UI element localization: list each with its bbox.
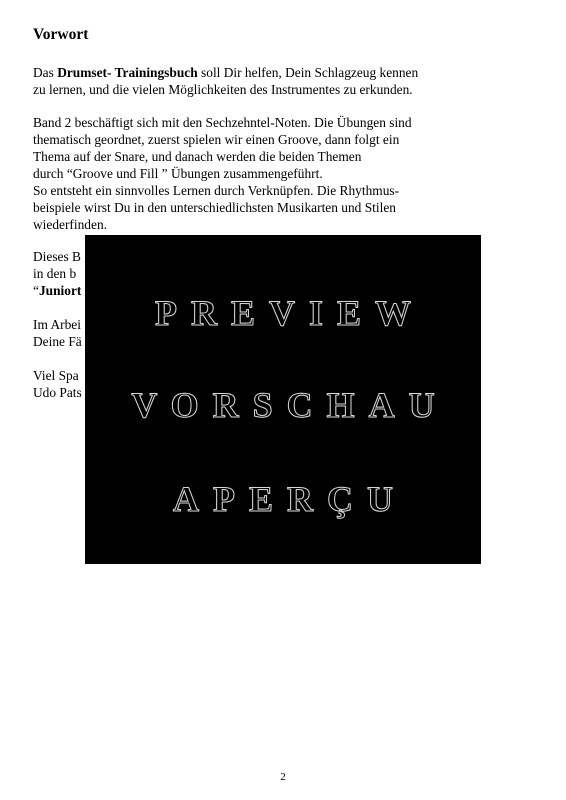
partial-line: Im Arbei: [33, 317, 81, 332]
quote-mark: “: [33, 283, 39, 298]
partial-line: Deine Fä: [33, 334, 82, 349]
band2-line: So entsteht ein sinnvolles Lernen durch Verknüpfen. Die Rhythmus-: [33, 183, 400, 198]
band2-line: Thema auf der Snare, und danach werden die beiden Themen: [33, 149, 362, 164]
partial-line: Udo Pats: [33, 385, 82, 400]
watermark-preview-text: PREVIEW: [154, 293, 426, 333]
partial-line: in den b: [33, 266, 77, 281]
band2-line: thematisch geordnet, zuerst spielen wir einen Groove, dann folgt ein: [33, 132, 400, 147]
intro-paragraph: [33, 64, 533, 98]
preview-watermark-overlay: [85, 235, 481, 564]
intro-line-1-prefix: Das: [33, 65, 58, 80]
page-number: 2: [280, 771, 286, 783]
partial-line: Viel Spa: [33, 368, 79, 383]
watermark-vorschau-text: VORSCHAU: [131, 385, 449, 425]
intro-line-1: [33, 64, 533, 81]
partial-bold-text: Juniort: [38, 283, 82, 298]
band2-line: wiederfinden.: [33, 217, 107, 232]
band2-line: beispiele wirst Du in den unterschiedlichsten Musikarten und Stilen: [33, 200, 396, 215]
intro-line-2: zu lernen, und die vielen Möglichkeiten des Instrumentes zu erkunden.: [33, 82, 413, 97]
page-heading: Vorwort: [33, 26, 89, 43]
watermark-apercu-text: APERÇU: [173, 479, 407, 519]
book-title-bold: Drumset- Trainingsbuch: [57, 65, 198, 80]
band2-line: durch “Groove und Fill ” Übungen zusammengeführt.: [33, 166, 323, 181]
partial-line: Dieses B: [33, 249, 81, 264]
band2-line: Band 2 beschäftigt sich mit den Sechzehntel-Noten. Die Übungen sind: [33, 115, 412, 130]
band2-paragraph: [33, 114, 533, 233]
intro-line-1-suffix: soll Dir helfen, Dein Schlagzeug kennen: [197, 65, 419, 80]
